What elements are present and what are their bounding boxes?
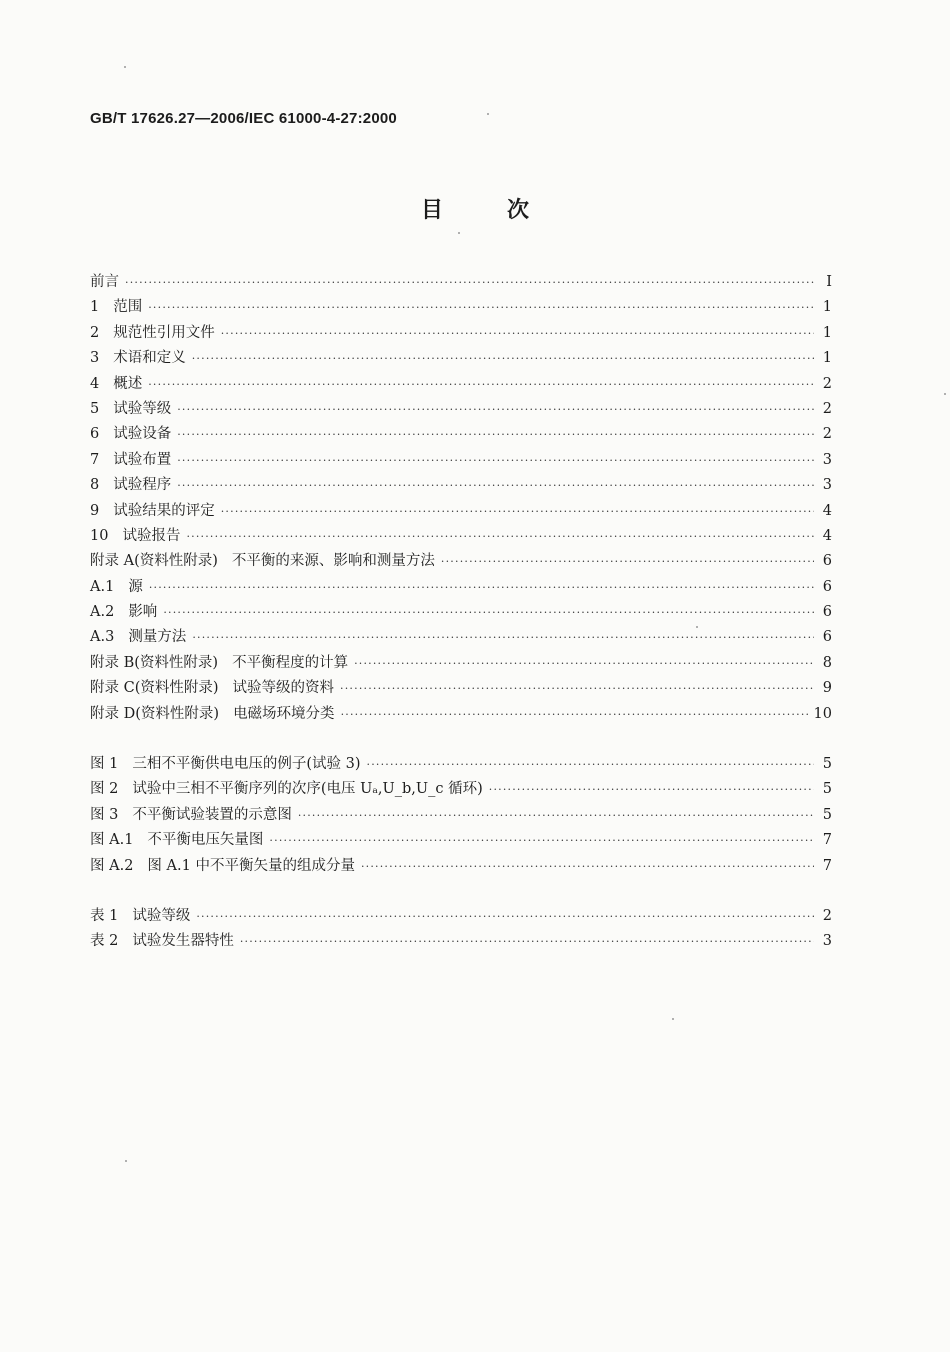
toc-entry-page: 2: [822, 426, 832, 443]
scan-speck: [124, 66, 126, 68]
toc-entry[interactable]: [90, 473, 832, 498]
toc-entry-number: 图 A.2: [90, 857, 134, 874]
toc-entry-title: 试验等级: [132, 907, 191, 924]
toc-entry-title: 源: [128, 578, 143, 595]
toc-entry-number: 2: [90, 324, 100, 341]
toc-entry-number: 表 1: [90, 907, 119, 924]
toc-entry-title: 试验设备: [113, 426, 172, 443]
toc-entry[interactable]: [90, 854, 832, 879]
toc-leader-dots: [361, 854, 814, 879]
toc-entry-title: 图 A.1 中不平衡矢量的组成分量: [147, 857, 355, 874]
toc-entry-number: 7: [90, 451, 100, 468]
toc-entry-title: 试验发生器特性: [132, 933, 234, 950]
toc-entry[interactable]: [90, 676, 832, 701]
toc-entry-number: 表 2: [90, 933, 119, 950]
toc-entry[interactable]: [90, 321, 832, 346]
toc-entry[interactable]: [90, 397, 832, 422]
toc-entry-page: 2: [822, 907, 832, 924]
toc-leader-dots: [441, 549, 814, 574]
toc-entry[interactable]: [90, 499, 832, 524]
toc-entry-title: 术语和定义: [113, 350, 186, 367]
toc-entry-number: 图 A.1: [90, 832, 134, 849]
toc-heading-char-1: 目: [420, 198, 443, 223]
toc-entry[interactable]: [90, 752, 832, 777]
toc-entry-page: 2: [822, 375, 832, 392]
toc-leader-dots: [177, 422, 814, 447]
toc-entry-page: 6: [822, 553, 832, 570]
toc-group-spacer: [90, 879, 832, 904]
table-of-contents: [90, 270, 832, 955]
toc-leader-dots: [221, 321, 814, 346]
toc-entry-page: 5: [822, 756, 832, 773]
toc-leader-dots: [354, 651, 814, 676]
toc-entry-page: 7: [822, 857, 832, 874]
toc-entry-number: A.3: [90, 629, 115, 646]
scan-speck: [672, 1018, 674, 1020]
toc-leader-dots: [240, 929, 814, 954]
toc-entry-title: 试验结果的评定: [113, 502, 215, 519]
toc-entry[interactable]: [90, 600, 832, 625]
toc-leader-dots: [489, 777, 814, 802]
toc-entry-number: 6: [90, 426, 100, 443]
toc-entry[interactable]: [90, 575, 832, 600]
toc-entry-number: 3: [90, 350, 100, 367]
toc-entry-page: 3: [822, 933, 832, 950]
toc-entry-page: 1: [822, 299, 832, 316]
toc-entry-title: 试验布置: [113, 451, 172, 468]
toc-entry-page: I: [826, 274, 832, 290]
toc-entry-page: 5: [822, 781, 832, 798]
scan-speck: [487, 113, 489, 115]
toc-entry-number: 10: [90, 527, 109, 544]
toc-heading-char-2: 次: [507, 198, 530, 223]
scan-speck: [458, 232, 460, 234]
toc-entry-title: 三相不平衡供电电压的例子(试验 3): [132, 756, 361, 773]
toc-entry[interactable]: [90, 777, 832, 802]
scan-speck: [944, 393, 946, 395]
toc-entry-number: A.1: [90, 578, 115, 595]
toc-leader-dots: [177, 473, 814, 498]
toc-entry-page: 8: [822, 654, 832, 671]
toc-entry[interactable]: [90, 270, 832, 295]
scan-speck: [125, 1160, 127, 1162]
toc-entry-page: 6: [822, 629, 832, 646]
toc-entry[interactable]: [90, 651, 832, 676]
toc-entry[interactable]: [90, 422, 832, 447]
toc-entry-title: 影响: [128, 604, 158, 621]
toc-entry[interactable]: [90, 828, 832, 853]
toc-entry-page: 1: [822, 350, 832, 367]
toc-entry-page: 5: [822, 806, 832, 823]
toc-entry-number: 9: [90, 502, 100, 519]
toc-entry-title: 试验报告: [122, 527, 181, 544]
toc-entry-page: 4: [822, 527, 832, 544]
toc-leader-dots: [177, 448, 814, 473]
toc-entry-title: 规范性引用文件: [113, 324, 215, 341]
toc-leader-dots: [148, 295, 814, 320]
toc-entry[interactable]: [90, 803, 832, 828]
toc-leader-dots: [298, 803, 814, 828]
toc-entry-title: 不平衡试验装置的示意图: [132, 806, 292, 823]
toc-entry-title: 范围: [113, 299, 143, 316]
toc-entry[interactable]: [90, 524, 832, 549]
toc-entry[interactable]: [90, 929, 832, 954]
toc-entry-title: 电磁场环境分类: [233, 705, 335, 722]
toc-entry-page: 6: [822, 578, 832, 595]
toc-entry[interactable]: [90, 904, 832, 929]
toc-leader-dots: [196, 904, 814, 929]
toc-entry-number: 附录 A(资料性附录): [90, 553, 218, 570]
toc-entry-number: 附录 D(资料性附录): [90, 705, 220, 722]
toc-entry[interactable]: [90, 372, 832, 397]
toc-entry[interactable]: [90, 625, 832, 650]
toc-entry-number: 图 1: [90, 756, 119, 773]
toc-entry-title: 试验等级: [113, 400, 172, 417]
toc-entry-title: 概述: [113, 375, 143, 392]
toc-entry-page: 1: [822, 324, 832, 341]
toc-leader-dots: [269, 828, 814, 853]
toc-entry-page: 2: [822, 400, 832, 417]
toc-entry-title: 试验中三相不平衡序列的次序(电压 Uₐ,U_b,U_c 循环): [132, 781, 483, 798]
toc-entry-title: 不平衡的来源、影响和测量方法: [231, 553, 435, 570]
toc-entry-number: 4: [90, 375, 100, 392]
toc-entry-number: 附录 C(资料性附录): [90, 680, 219, 697]
toc-entry-number: 附录 B(资料性附录): [90, 654, 219, 671]
toc-leader-dots: [125, 270, 814, 295]
toc-leader-dots: [221, 499, 814, 524]
toc-leader-dots: [148, 372, 814, 397]
toc-entry-title: 前言: [90, 274, 119, 290]
toc-leader-dots: [186, 524, 814, 549]
toc-entry-number: 1: [90, 299, 100, 316]
toc-leader-dots: [192, 625, 814, 650]
toc-entry-number: 5: [90, 400, 100, 417]
toc-entry[interactable]: [90, 295, 832, 320]
toc-leader-dots: [367, 752, 815, 777]
toc-leader-dots: [149, 575, 814, 600]
toc-leader-dots: [163, 600, 814, 625]
toc-entry-number: 8: [90, 477, 100, 494]
toc-leader-dots: [340, 676, 814, 701]
standard-code: GB/T 17626.27—2006/IEC 61000-4-27:2000: [90, 110, 397, 127]
toc-entry-page: 7: [822, 832, 832, 849]
toc-leader-dots: [192, 346, 814, 371]
toc-entry-page: 4: [822, 502, 832, 519]
toc-entry-number: A.2: [90, 604, 115, 621]
toc-entry[interactable]: [90, 448, 832, 473]
toc-heading: [0, 193, 950, 224]
toc-entry-number: 图 3: [90, 806, 119, 823]
toc-entry[interactable]: [90, 346, 832, 371]
toc-entry-title: 试验程序: [113, 477, 172, 494]
toc-entry[interactable]: [90, 702, 832, 727]
toc-entry-page: 10: [813, 705, 832, 722]
toc-entry-title: 试验等级的资料: [232, 680, 335, 697]
toc-entry-page: 6: [822, 604, 832, 621]
toc-entry-title: 不平衡电压矢量图: [147, 832, 264, 849]
toc-entry[interactable]: [90, 549, 832, 574]
toc-entry-title: 不平衡程度的计算: [232, 654, 349, 671]
toc-entry-title: 测量方法: [128, 629, 187, 646]
toc-entry-page: 9: [822, 680, 832, 697]
toc-group-spacer: [90, 727, 832, 752]
toc-leader-dots: [177, 397, 814, 422]
toc-leader-dots: [341, 702, 808, 727]
toc-entry-number: 图 2: [90, 781, 119, 798]
toc-entry-page: 3: [822, 477, 832, 494]
scan-speck: [696, 626, 698, 628]
toc-entry-page: 3: [822, 451, 832, 468]
